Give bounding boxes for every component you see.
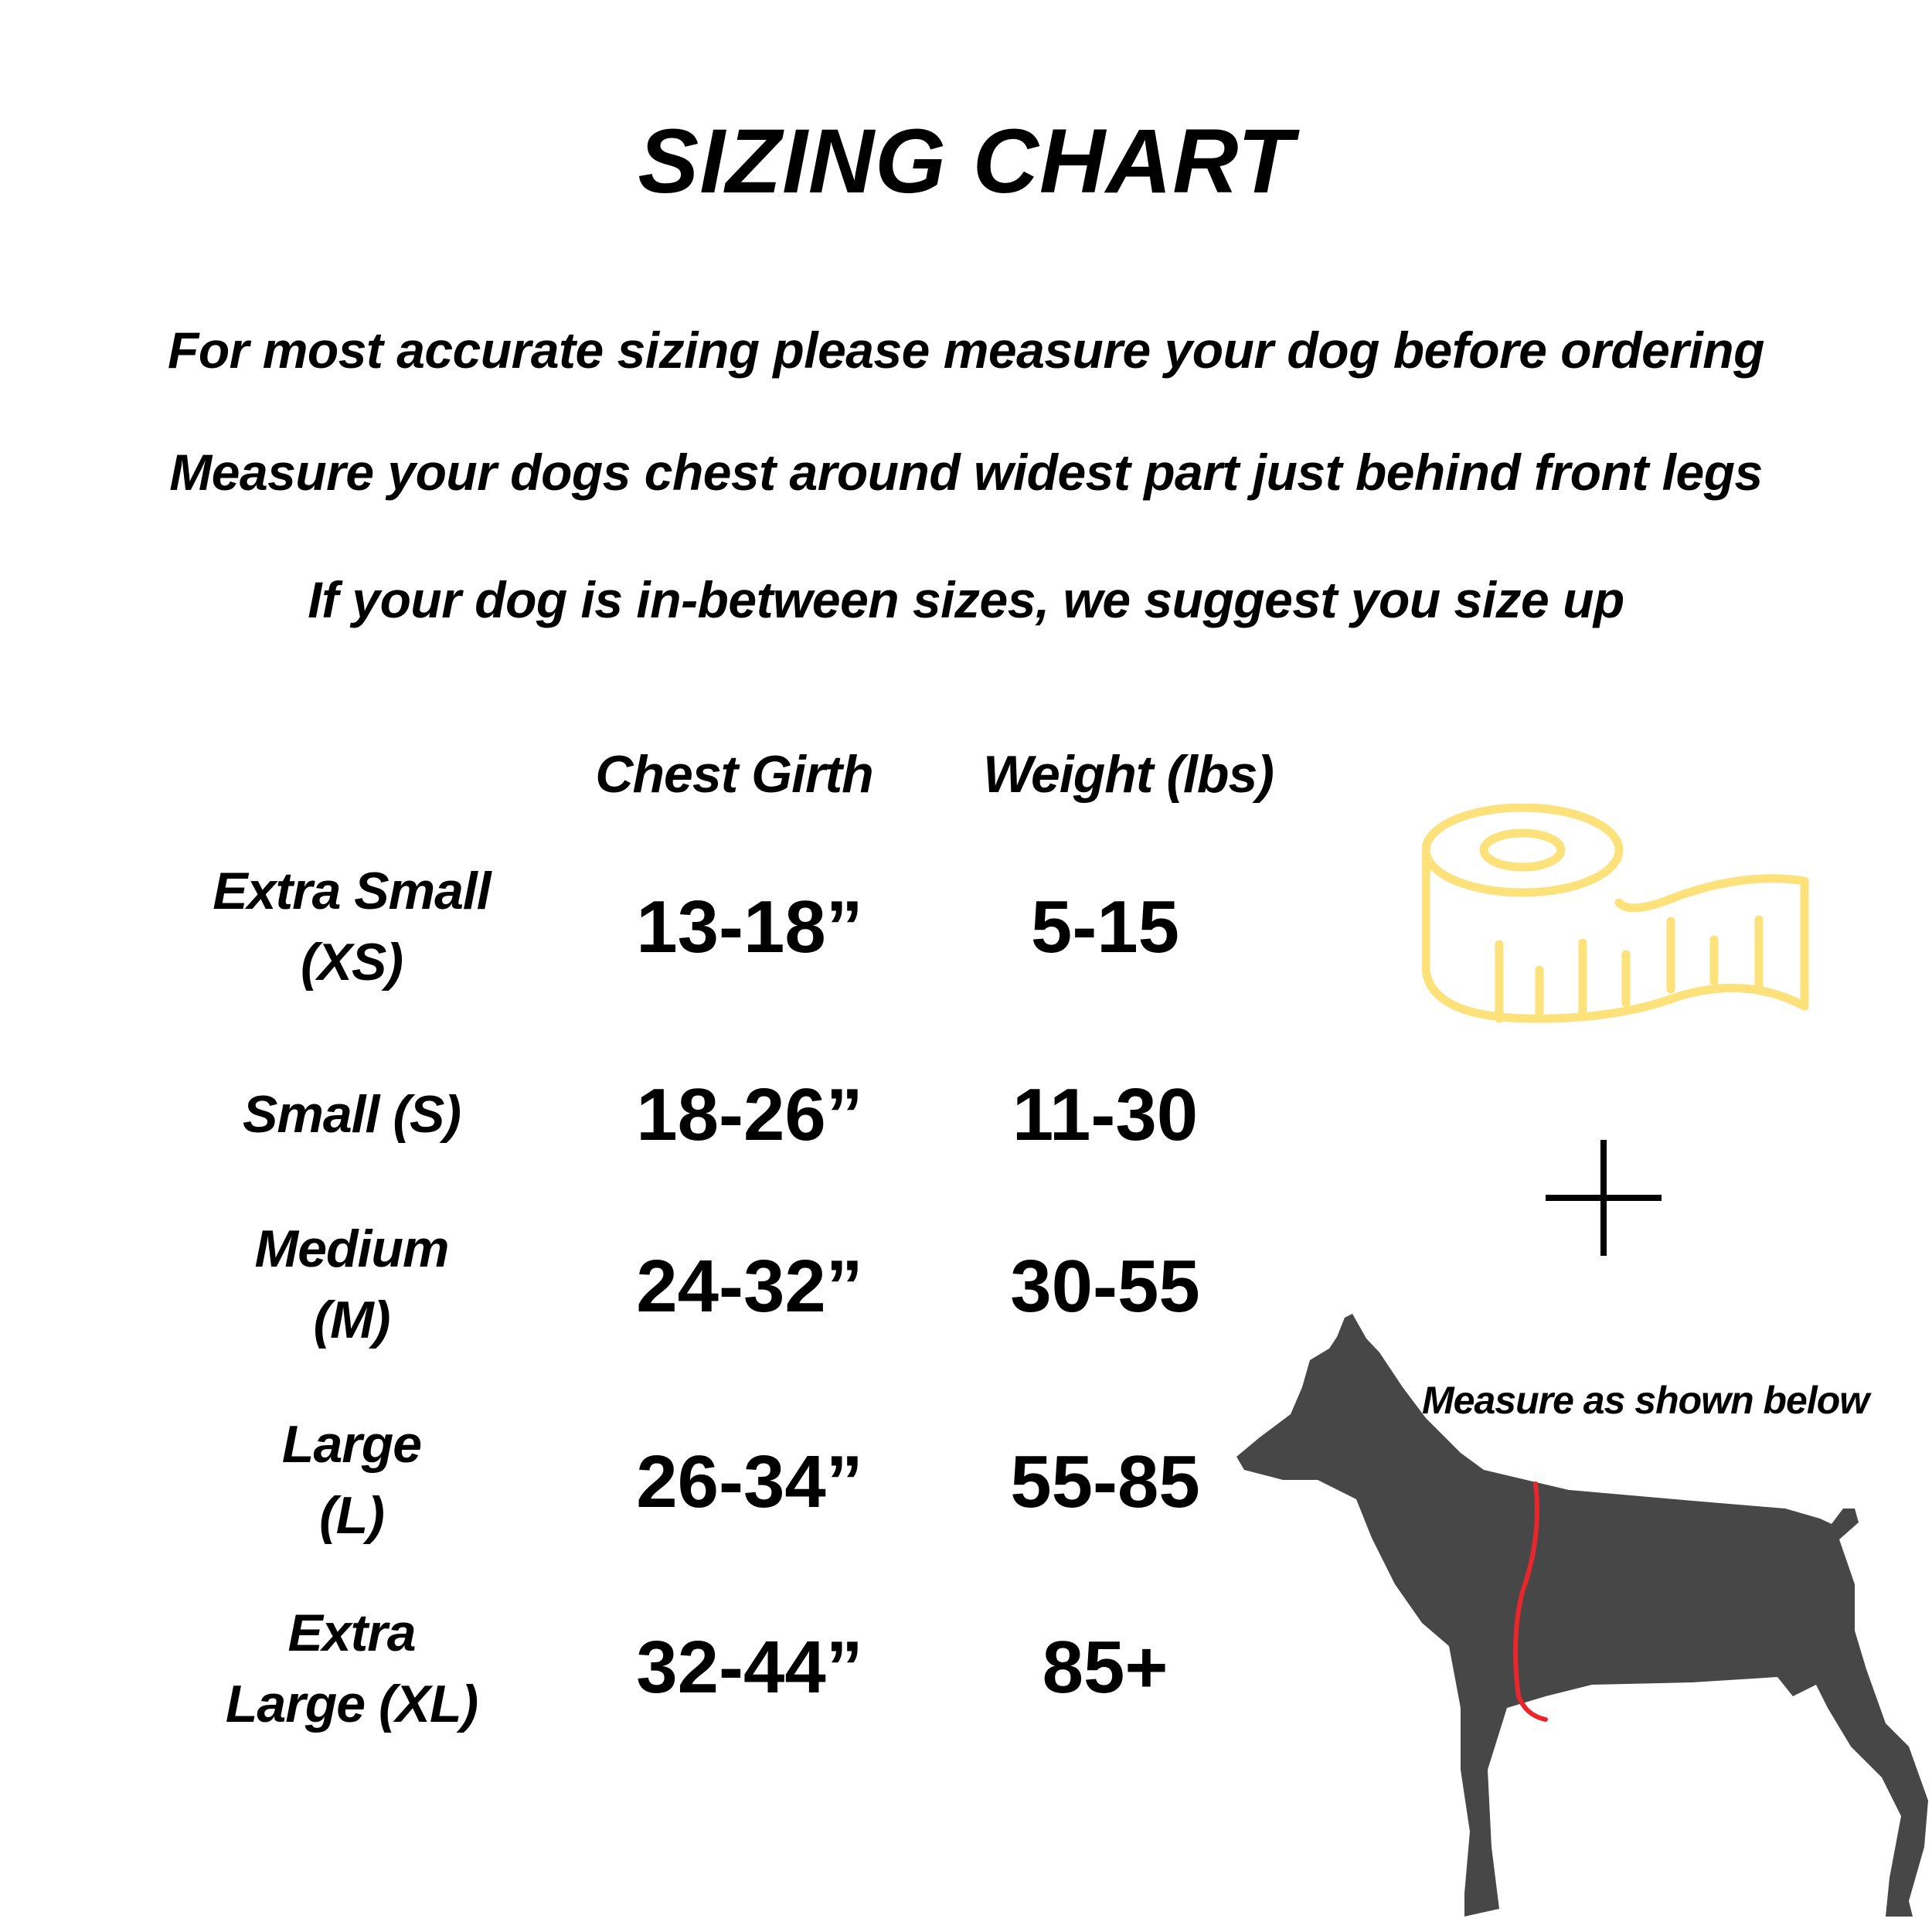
- chest-girth-m: 24-32”: [636, 1245, 863, 1328]
- chest-girth-xs: 13-18”: [636, 886, 863, 968]
- instruction-measure-chest: Measure your dogs chest around widest part just behind front legs: [169, 444, 1763, 501]
- size-label-m: Medium (M): [254, 1219, 449, 1349]
- instruction-size-up: If your dog is in-between sizes, we suggest you size up: [308, 571, 1624, 628]
- dog-silhouette-icon: [1229, 1306, 1932, 1932]
- size-label-l: Large (L): [281, 1415, 422, 1545]
- measure-note: Measure as shown below: [1422, 1379, 1869, 1422]
- plus-icon: [1542, 1136, 1665, 1260]
- weight-xs: 5-15: [1030, 886, 1180, 968]
- weight-m: 30-55: [1010, 1245, 1200, 1328]
- weight-l: 55-85: [1010, 1440, 1200, 1523]
- chest-girth-s: 18-26”: [636, 1073, 863, 1156]
- chest-girth-l: 26-34”: [636, 1440, 863, 1523]
- header-chest-girth: Chest Girth: [595, 745, 873, 804]
- measuring-tape-icon: [1422, 804, 1824, 1028]
- instruction-measure-before-ordering: For most accurate sizing please measure your dog before ordering: [168, 321, 1764, 379]
- weight-xl: 85+: [1042, 1626, 1168, 1709]
- size-label-xs: Extra Small (XS): [213, 862, 491, 992]
- chest-girth-xl: 32-44”: [636, 1626, 863, 1709]
- size-label-s: Small (S): [243, 1085, 461, 1144]
- size-label-xl: Extra Large (XL): [225, 1604, 478, 1733]
- header-weight: Weight (lbs): [983, 745, 1274, 804]
- page-title: SIZING CHART: [638, 111, 1294, 213]
- weight-s: 11-30: [1012, 1073, 1199, 1156]
